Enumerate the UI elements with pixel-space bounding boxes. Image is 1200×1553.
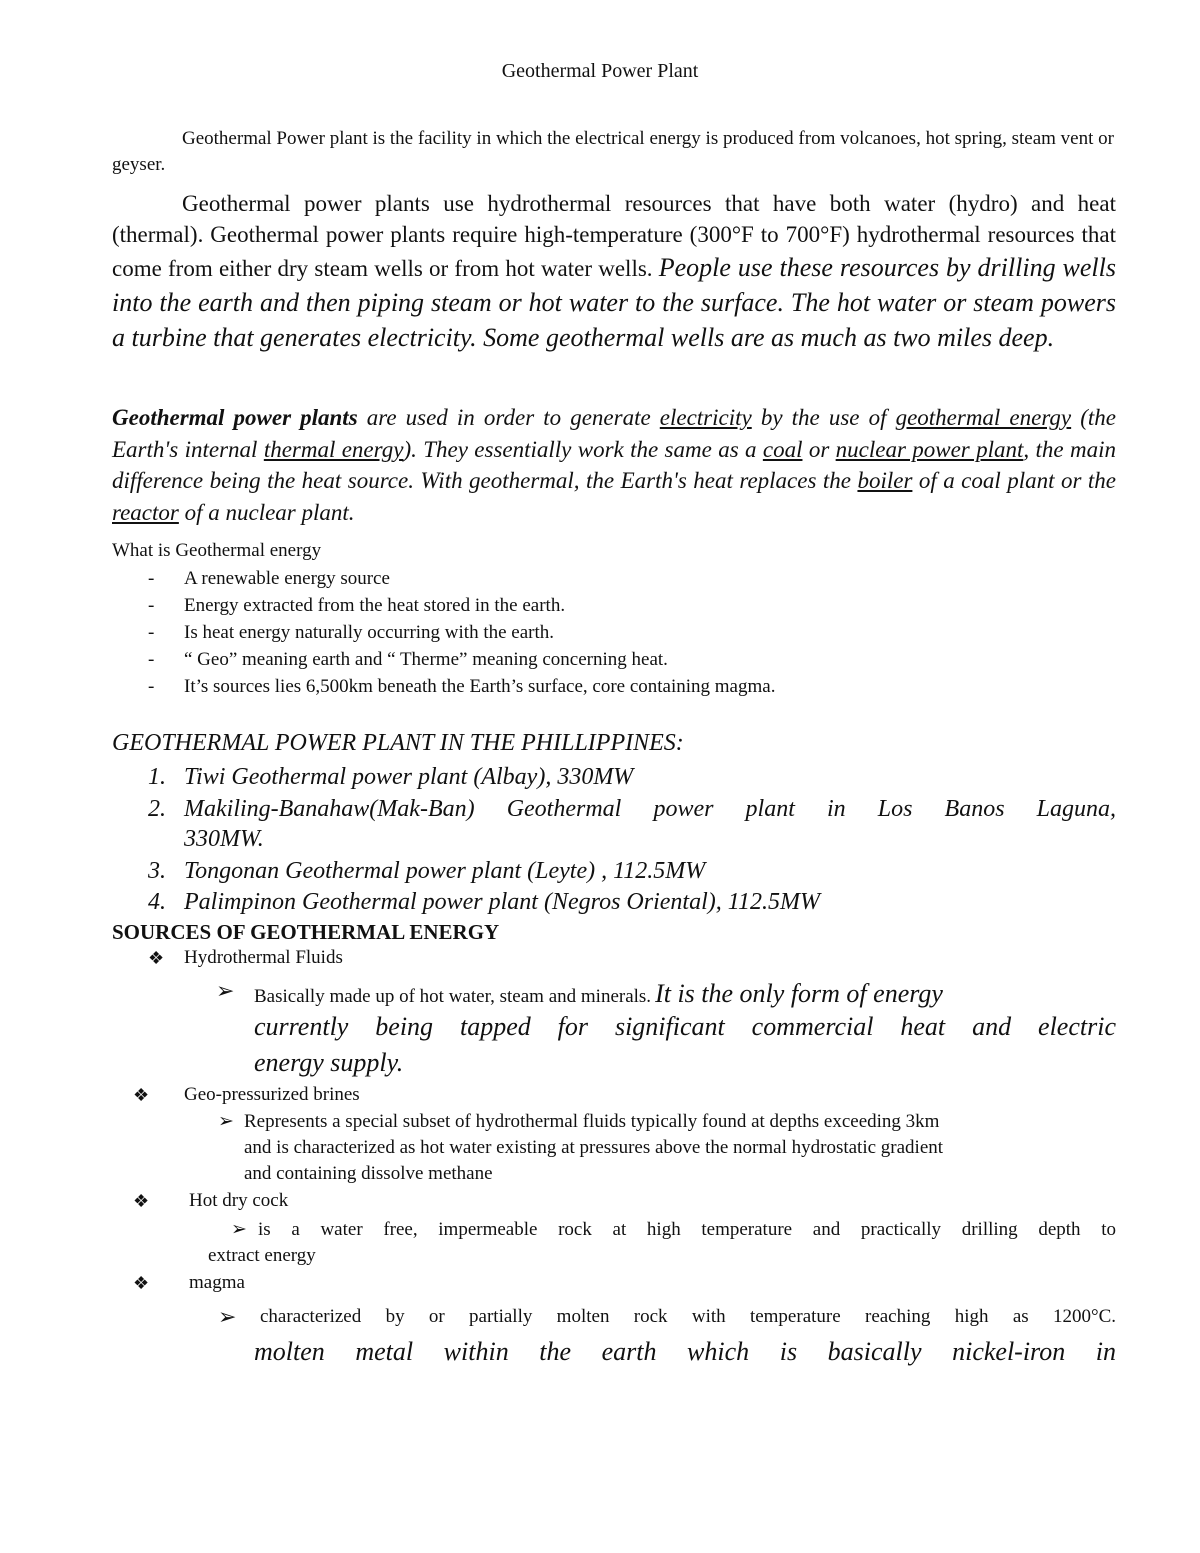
source-label: magma [189, 1272, 245, 1293]
dash-marker: - [148, 622, 155, 643]
source-label: Geo-pressurized brines [184, 1084, 360, 1105]
hydrothermal-paragraph [112, 188, 1116, 355]
source-label: Hydrothermal Fluids [184, 947, 343, 968]
link-geothermal-energy[interactable]: geothermal energy [895, 405, 1072, 430]
definition-text: , the main difference being the heat source. With geothermal, the Earth's heat replaces the [112, 436, 1116, 493]
source-desc: extract energy [208, 1245, 316, 1266]
list-item-text: A renewable energy source [184, 568, 390, 589]
plant-text: Palimpinon Geothermal power plant (Negros Oriental), 112.5MW [184, 889, 820, 915]
link-coal[interactable]: coal [762, 436, 803, 462]
source-desc-italic: currently being tapped for significant commercial heat and electric [254, 1012, 1116, 1041]
diamond-bullet-icon: ❖ [133, 1085, 150, 1105]
what-heading: What is Geothermal energy [112, 540, 322, 561]
definition-bold: Geothermal power plants [112, 405, 358, 430]
source-desc: Basically made up of hot water, steam and minerals. [254, 986, 652, 1007]
source-desc: Represents a special subset of hydrothermal fluids typically found at depths exceeding 3km [244, 1111, 940, 1132]
diamond-bullet-icon: ❖ [133, 1273, 150, 1293]
link-boiler[interactable]: boiler [857, 468, 913, 493]
list-item-text: Is heat energy naturally occurring with the earth. [184, 622, 555, 643]
definition-text: ). They essentially work the same as a [403, 436, 763, 462]
source-desc-line [254, 979, 943, 1009]
sources-heading: SOURCES OF GEOTHERMAL ENERGY [112, 920, 500, 944]
arrow-bullet-icon: ➢ [216, 978, 235, 1003]
list-item-text: Energy extracted from the heat stored in the earth. [184, 595, 566, 616]
definition-text: of a nuclear plant. [178, 499, 355, 525]
plant-text: 330MW. [184, 826, 264, 852]
link-nuclear-power-plant[interactable]: nuclear power plant [835, 436, 1024, 462]
plant-text: Tiwi Geothermal power plant (Albay), 330MW [184, 764, 634, 790]
dash-marker: - [148, 595, 155, 616]
dash-marker: - [148, 676, 155, 697]
diamond-bullet-icon: ❖ [133, 1191, 150, 1211]
source-label: Hot dry cock [189, 1190, 289, 1211]
plant-number: 1. [148, 764, 166, 790]
hydrothermal-paragraph-italic: People use these resources by drilling wells into the earth and then piping steam or hot water to the surface. The hot water or steam powers a turbine that generates electricity. Some geothermal wells are as much as two miles deep. [112, 253, 1116, 352]
link-reactor[interactable]: reactor [112, 499, 179, 525]
source-desc-italic: molten metal within the earth which is basically nickel-iron in [254, 1337, 1116, 1366]
definition-text: of a coal plant or the [912, 468, 1116, 493]
source-desc: and containing dissolve methane [244, 1163, 493, 1184]
plant-text: Makiling-Banahaw(Mak-Ban) Geothermal power plant in Los Banos Laguna, [184, 796, 1116, 822]
definition-text: or [802, 436, 836, 462]
plant-number: 3. [148, 858, 166, 884]
plant-number: 2. [148, 796, 166, 822]
link-electricity[interactable]: electricity [659, 405, 752, 430]
arrow-bullet-icon: ➢ [218, 1304, 237, 1329]
page-title: Geothermal Power Plant [501, 60, 699, 82]
definition-text: (the Earth's internal [112, 405, 1116, 462]
arrow-bullet-icon: ➢ [218, 1111, 234, 1132]
intro-paragraph: Geothermal Power plant is the facility in which the electrical energy is produced from volcanoes, hot spring, steam vent or geyser. [112, 128, 1114, 175]
dash-marker: - [148, 649, 155, 670]
source-desc-italic: It is the only form of energy [655, 979, 943, 1008]
definition-text: by the use of [751, 405, 896, 430]
source-desc: and is characterized as hot water existing at pressures above the normal hydrostatic gradient [244, 1137, 944, 1158]
plant-text: Tongonan Geothermal power plant (Leyte) , 112.5MW [184, 858, 706, 884]
philippines-heading: GEOTHERMAL POWER PLANT IN THE PHILLIPPINES: [112, 730, 684, 756]
source-desc-italic: energy supply. [254, 1048, 404, 1077]
diamond-bullet-icon: ❖ [148, 948, 165, 968]
definition-paragraph [112, 402, 1116, 528]
arrow-bullet-icon: ➢ [231, 1219, 247, 1240]
source-desc: characterized by or partially molten rock with temperature reaching high as 1200°C. [260, 1306, 1116, 1327]
hydrothermal-paragraph-normal: Geothermal power plants use hydrothermal resources that have both water (hydro) and heat (thermal). Geothermal power plants require high-temperature (300°F to 700°F) hydrothermal resources that come from either dry steam wells or from hot water wells. [112, 191, 1116, 281]
list-item-text: “ Geo” meaning earth and “ Therme” meaning concerning heat. [184, 649, 668, 670]
definition-text: are used in order to generate [357, 405, 660, 430]
dash-marker: - [148, 568, 155, 589]
plant-number: 4. [148, 889, 166, 915]
list-item-text: It’s sources lies 6,500km beneath the Earth’s surface, core containing magma. [184, 676, 776, 697]
link-thermal-energy[interactable]: thermal energy [263, 436, 404, 462]
source-desc: is a water free, impermeable rock at high temperature and practically drilling depth to [258, 1219, 1116, 1240]
